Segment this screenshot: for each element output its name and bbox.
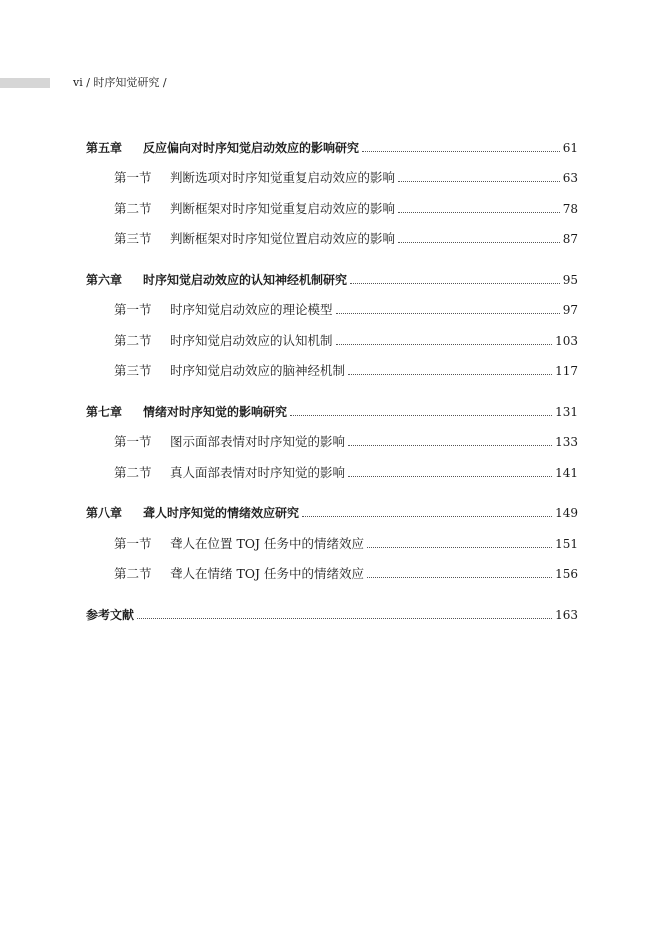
section-title: 判断框架对时序知觉重复启动效应的影响 — [170, 200, 396, 216]
page-number: 117 — [555, 364, 578, 378]
section-label: 第一节 — [114, 302, 152, 317]
section-label: 第二节 — [114, 566, 152, 581]
dot-leader — [336, 313, 560, 314]
section-title: 时序知觉启动效应的理论模型 — [170, 302, 333, 317]
toc-chapter-8 — [86, 497, 578, 589]
page-number: 151 — [555, 536, 578, 551]
toc-entry-section[interactable] — [86, 426, 578, 457]
chapter-title: 时序知觉启动效应的认知神经机制研究 — [143, 272, 348, 287]
header-decoration-bar — [0, 78, 50, 88]
section-title: 聋人在情绪 TOJ 任务中的情绪效应 — [170, 566, 365, 581]
dot-leader — [348, 476, 552, 477]
page-number: 61 — [562, 140, 578, 155]
page-number: 87 — [562, 232, 578, 246]
page-number: 103 — [555, 333, 578, 348]
toc-entry-chapter-5[interactable] — [86, 131, 578, 162]
toc-chapter-7 — [86, 395, 578, 487]
section-label: 第三节 — [114, 231, 152, 246]
dot-leader — [350, 283, 560, 284]
toc-chapter-5 — [86, 131, 578, 253]
table-of-contents — [86, 131, 578, 629]
page-number: 156 — [555, 567, 578, 581]
section-label: 第二节 — [114, 464, 152, 480]
section-label: 第一节 — [114, 434, 152, 449]
toc-entry-chapter-7[interactable] — [86, 395, 578, 426]
section-label: 第三节 — [114, 363, 152, 378]
dot-leader — [348, 374, 552, 375]
dot-leader — [367, 547, 552, 548]
toc-entry-section[interactable] — [86, 527, 578, 558]
section-title: 时序知觉启动效应的认知机制 — [170, 332, 333, 348]
toc-entry-chapter-6[interactable] — [86, 263, 578, 294]
toc-entry-references[interactable] — [86, 598, 578, 629]
dot-leader — [290, 415, 552, 416]
chapter-title: 反应偏向对时序知觉启动效应的影响研究 — [143, 140, 360, 155]
page-number: 97 — [562, 303, 578, 317]
toc-entry-section[interactable] — [86, 223, 578, 254]
section-title: 判断框架对时序知觉位置启动效应的影响 — [170, 231, 396, 246]
page-number: 163 — [555, 607, 578, 622]
chapter-label: 第八章 — [86, 506, 123, 520]
section-title: 真人面部表情对时序知觉的影响 — [170, 464, 346, 480]
section-title: 聋人在位置 TOJ 任务中的情绪效应 — [170, 535, 365, 551]
dot-leader — [398, 181, 560, 182]
section-label: 第二节 — [114, 200, 152, 216]
toc-entry-chapter-8[interactable] — [86, 497, 578, 528]
page-number: 78 — [562, 201, 578, 216]
page-number: 141 — [555, 465, 578, 480]
dot-leader — [362, 151, 560, 152]
running-head: vi / 时序知觉研究 / — [73, 76, 167, 89]
dot-leader — [398, 242, 560, 243]
chapter-title: 聋人时序知觉的情绪效应研究 — [143, 506, 300, 520]
page-number: 133 — [555, 435, 578, 449]
dot-leader — [367, 577, 552, 578]
toc-entry-section[interactable] — [86, 456, 578, 487]
toc-references — [86, 598, 578, 629]
toc-entry-section[interactable] — [86, 162, 578, 193]
dot-leader — [137, 618, 552, 619]
section-label: 第二节 — [114, 332, 152, 348]
section-title: 判断选项对时序知觉重复启动效应的影响 — [170, 170, 396, 185]
section-title: 图示面部表情对时序知觉的影响 — [170, 434, 346, 449]
dot-leader — [398, 212, 560, 213]
toc-entry-section[interactable] — [86, 192, 578, 223]
section-label: 第一节 — [114, 170, 152, 185]
dot-leader — [348, 445, 552, 446]
references-title: 参考文献 — [86, 607, 135, 622]
section-title: 时序知觉启动效应的脑神经机制 — [170, 363, 346, 378]
chapter-label: 第五章 — [86, 140, 123, 155]
chapter-label: 第六章 — [86, 272, 123, 287]
page-number: 95 — [562, 272, 578, 287]
toc-entry-section[interactable] — [86, 558, 578, 589]
toc-entry-section[interactable] — [86, 294, 578, 325]
toc-entry-section[interactable] — [86, 324, 578, 355]
section-label: 第一节 — [114, 535, 152, 551]
chapter-title: 情绪对时序知觉的影响研究 — [143, 404, 288, 419]
dot-leader — [336, 344, 553, 345]
page-number: 131 — [555, 404, 578, 419]
dot-leader — [302, 516, 552, 517]
toc-chapter-6 — [86, 263, 578, 385]
chapter-label: 第七章 — [86, 404, 123, 419]
toc-entry-section[interactable] — [86, 355, 578, 386]
page-number: 63 — [562, 171, 578, 185]
page-number: 149 — [555, 506, 578, 520]
